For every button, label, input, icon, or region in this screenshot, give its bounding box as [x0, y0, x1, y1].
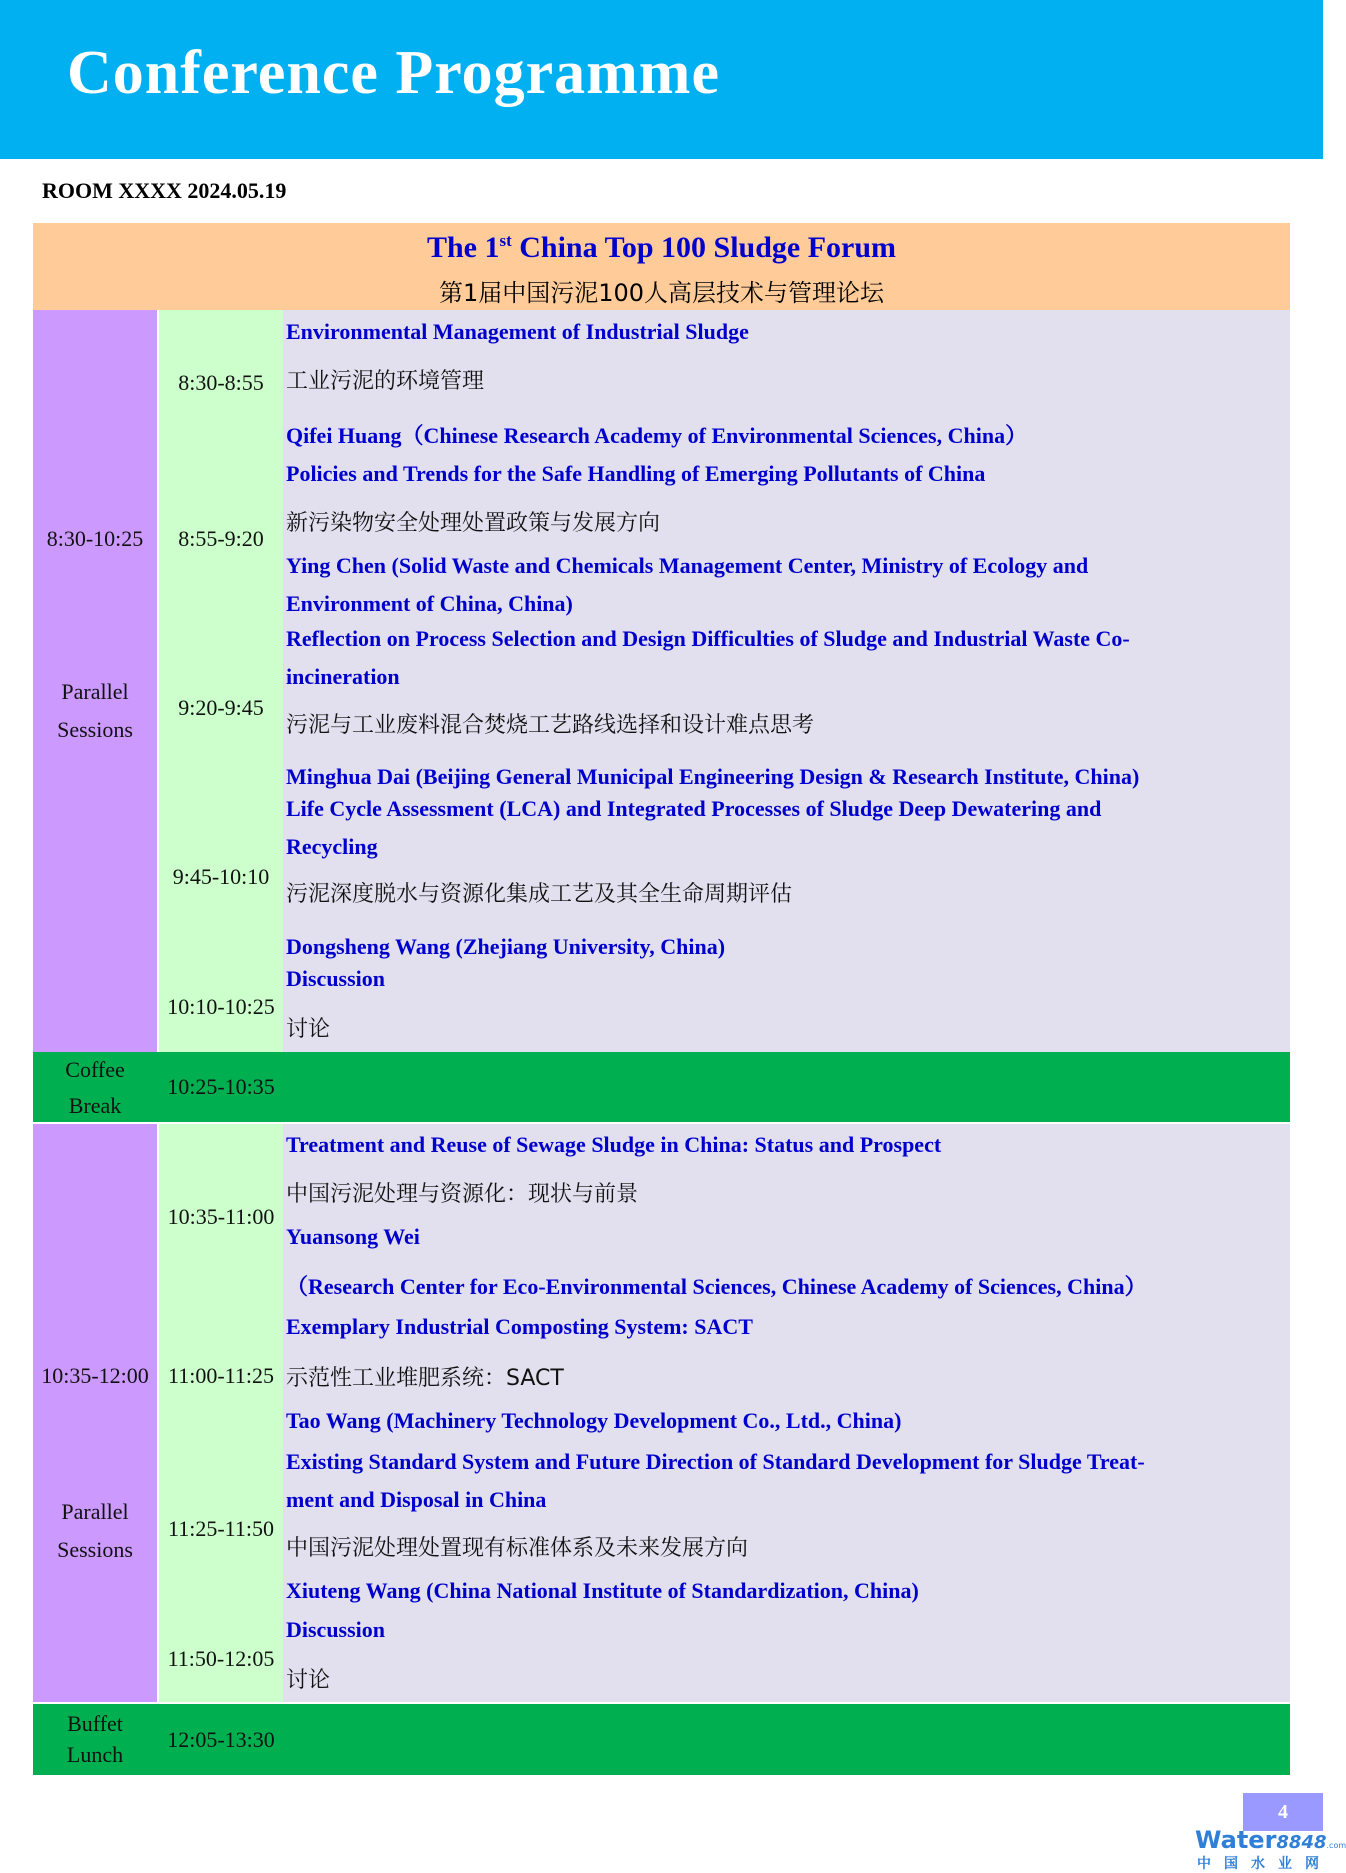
talk-speaker: （Research Center for Eco-Environmental Sciences, Chinese Academy of Sciences, China）	[286, 1274, 1147, 1299]
logo-chinese: 中国水业网	[1197, 1856, 1332, 1872]
page-title: Conference Programme	[67, 39, 720, 107]
talk-time: 8:55-9:20	[178, 526, 264, 551]
talk-title-cn: 中国污泥处理处置现有标准体系及未来发展方向	[286, 1536, 749, 1561]
lunch-label: Buffet Lunch	[66, 1711, 124, 1767]
lunch-time: 12:05-13:30	[167, 1727, 275, 1752]
water8848-logo	[1195, 1826, 1346, 1872]
block-label: Parallel Sessions	[57, 679, 133, 742]
logo-wordmark: Water8848.com	[1195, 1826, 1346, 1854]
talk-speaker: Ying Chen (Solid Waste and Chemicals Management Center, Ministry of Ecology and	[286, 553, 1089, 578]
talk-title: Exemplary Industrial Composting System: SACT	[286, 1314, 753, 1339]
time-column	[159, 310, 283, 1052]
talk-title-cn: 工业污泥的环境管理	[286, 369, 485, 394]
talk-title: Policies and Trends for the Safe Handling of Emerging Pollutants of China	[286, 461, 986, 486]
page-number: 4	[1243, 1793, 1323, 1831]
page-header	[0, 0, 1323, 159]
talk-title: incineration	[286, 664, 400, 689]
talk-title-cn: 讨论	[286, 1017, 331, 1042]
talk-speaker: Minghua Dai (Beijing General Municipal Engineering Design & Research Institute, China)	[286, 764, 1140, 789]
talk-time: 8:30-8:55	[178, 370, 264, 395]
talk-speaker: Dongsheng Wang (Zhejiang University, China)	[286, 934, 726, 959]
talk-speaker: Tao Wang (Machinery Technology Development Co., Ltd., China)	[286, 1408, 902, 1433]
talk-title-cn: 讨论	[286, 1668, 331, 1693]
talk-title: Life Cycle Assessment (LCA) and Integrated Processes of Sludge Deep Dewatering and	[286, 796, 1102, 821]
block-time: 10:35-12:00	[41, 1363, 149, 1388]
talk-time: 10:10-10:25	[167, 994, 275, 1019]
talk-title-cn: 污泥与工业废料混合焚烧工艺路线选择和设计难点思考	[286, 713, 815, 738]
block-label: Parallel Sessions	[57, 1499, 133, 1562]
block-time: 8:30-10:25	[46, 526, 144, 551]
talk-speaker: Xiuteng Wang (China National Institute of Standardization, China)	[286, 1578, 919, 1603]
talk-title: Discussion	[286, 966, 386, 991]
talk-speaker: Yuansong Wei	[286, 1224, 420, 1249]
forum-heading	[33, 223, 1290, 310]
coffee-break-time: 10:25-10:35	[167, 1074, 275, 1099]
talk-time: 11:00-11:25	[168, 1363, 274, 1388]
talk-title: Recycling	[286, 834, 378, 859]
forum-title: The 1st China Top 100 Sludge Forum	[426, 231, 897, 264]
talk-time: 11:25-11:50	[168, 1516, 274, 1541]
talk-time: 9:45-10:10	[172, 864, 270, 889]
forum-subtitle: 第1届中国污泥100人高层技术与管理论坛	[438, 279, 885, 307]
talk-speaker: Qifei Huang（Chinese Research Academy of Environmental Sciences, China）	[286, 423, 1028, 448]
talk-speaker: Environment of China, China)	[286, 591, 573, 616]
talk-time: 9:20-9:45	[178, 695, 264, 720]
talk-title-cn: 中国污泥处理与资源化：现状与前景	[286, 1182, 639, 1207]
session-label-cell	[33, 1124, 157, 1702]
coffee-break-label: Coffee Break	[65, 1057, 125, 1118]
talk-title: Environmental Management of Industrial Sludge	[286, 319, 749, 344]
talk-title: ment and Disposal in China	[286, 1487, 547, 1512]
talk-title-cn: 新污染物安全处理处置政策与发展方向	[286, 511, 661, 536]
talk-time: 10:35-11:00	[167, 1204, 275, 1229]
talk-title-cn: 示范性工业堆肥系统：SACT	[286, 1366, 564, 1391]
talk-title: Existing Standard System and Future Direction of Standard Development for Sludge Treat-	[286, 1449, 1145, 1474]
talk-time: 11:50-12:05	[167, 1646, 275, 1671]
talk-title: Reflection on Process Selection and Design Difficulties of Sludge and Industrial Waste Co-	[286, 626, 1130, 651]
talk-title: Discussion	[286, 1617, 386, 1642]
room-date: ROOM XXXX 2024.05.19	[42, 178, 287, 203]
talk-title-cn: 污泥深度脱水与资源化集成工艺及其全生命周期评估	[286, 882, 793, 907]
talk-title: Treatment and Reuse of Sewage Sludge in China: Status and Prospect	[286, 1132, 942, 1157]
